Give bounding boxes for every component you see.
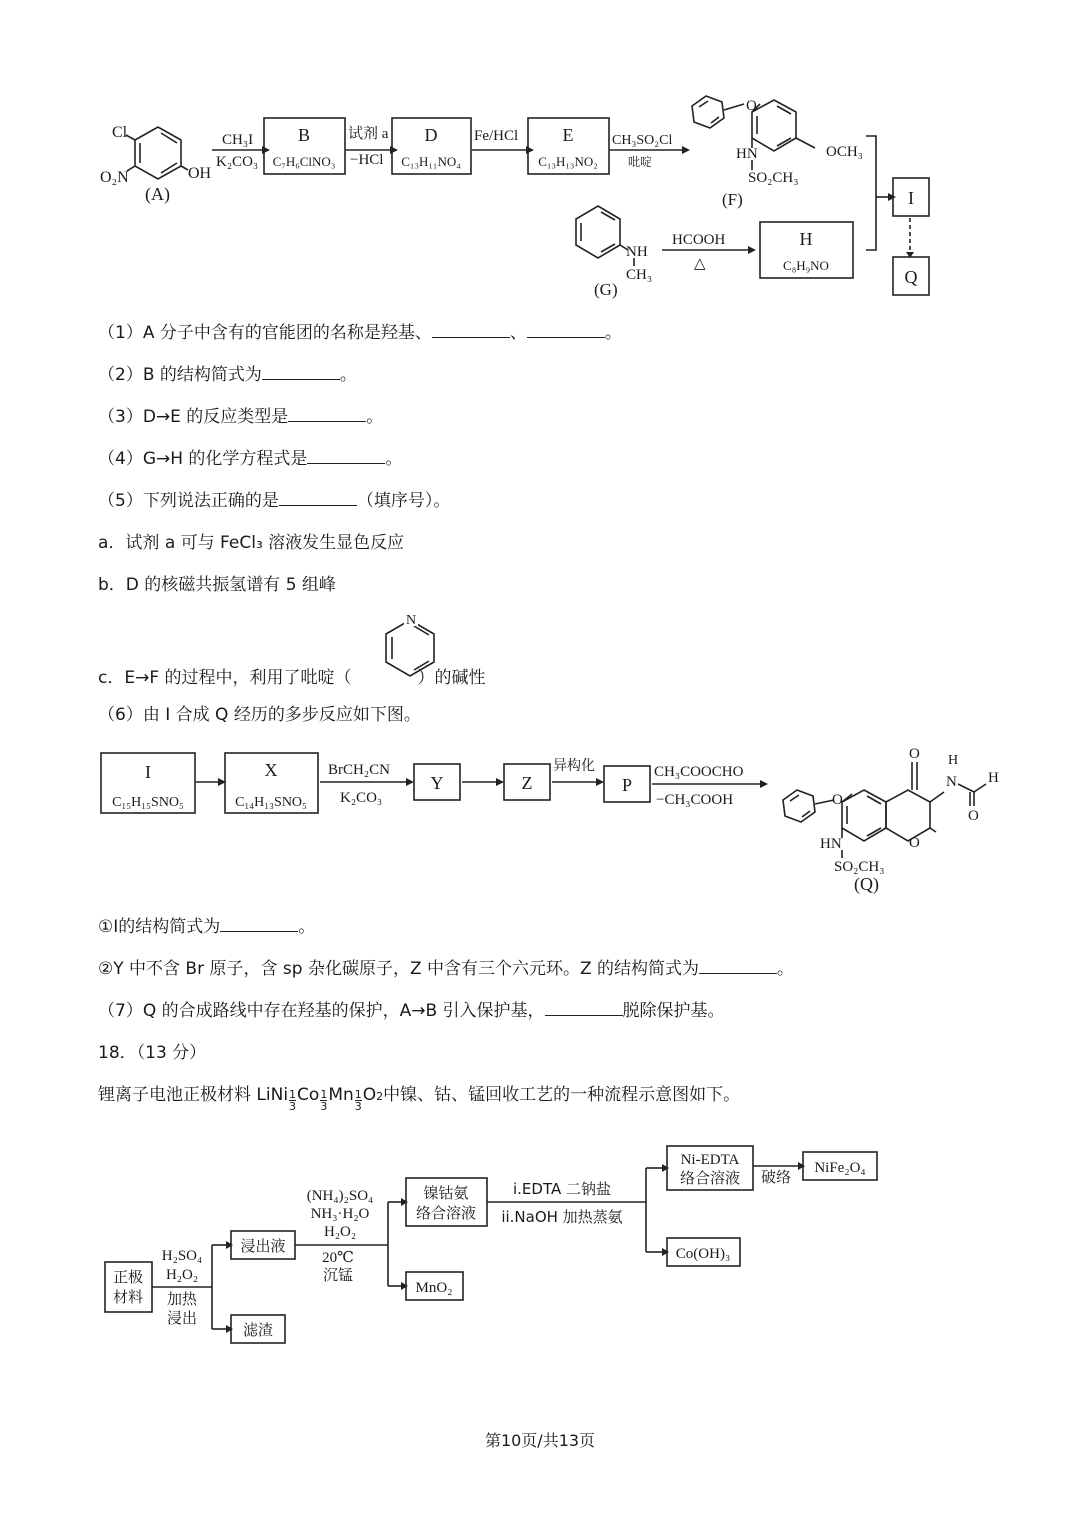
q-aldehyde-o: O [968, 808, 979, 824]
step-ef-condition: 吡啶 [628, 155, 653, 169]
s2-step-pq-reagent: CH₃COOCHO [654, 764, 744, 780]
flow-complex-line1: 镍钴氨 [423, 1184, 469, 1202]
flow-start-line1: 正极 [112, 1268, 144, 1286]
compound-d-name: D [424, 125, 438, 145]
question-6-1: ①I的结构简式为 。 [98, 917, 316, 937]
flow-step3-condition: ii.NaOH 加热蒸氨 [501, 1208, 623, 1226]
q-ketone-o: O [909, 746, 920, 762]
question-5-option-c: c．E→F 的过程中，利用了吡啶（ ）的碱性 [98, 668, 486, 688]
flow-break-label: 破络 [760, 1168, 792, 1186]
question-2: （2）B 的结构简式为 。 [98, 365, 357, 385]
q-ring-o: O [909, 835, 920, 851]
flow-step1-reagent1: H₂SO₄ [161, 1248, 203, 1264]
flow-niedta-line2: 络合溶液 [679, 1169, 741, 1187]
question-5: （5）下列说法正确的是 （填序号）。 [98, 491, 451, 511]
g-ch3-label: CH₃ [626, 267, 653, 283]
compound-e-formula: C₁₃H₁₃NO₂ [538, 154, 598, 169]
flow-step2-reagent2: NH₃·H₂O [310, 1206, 370, 1222]
q-h-label: H [988, 770, 999, 786]
f-so2ch3-label: SO₂CH₃ [748, 170, 799, 186]
compound-h-formula: C₈H₉NO [783, 258, 829, 273]
s2-step-xy-reagent: BrCH₂CN [328, 762, 390, 778]
a-oh-label: OH [188, 165, 212, 182]
flow-step1-reagent2: H₂O₂ [165, 1267, 199, 1283]
answer-blank[interactable] [220, 917, 298, 932]
step-bd-condition: −HCl [350, 152, 384, 168]
compound-q-label: (Q) [854, 874, 879, 894]
step-gh-condition: △ [694, 256, 706, 272]
fraction-mn: $\frac{1}{3}$ [354, 1088, 362, 1113]
flow-leach-box: 浸出液 [240, 1237, 286, 1255]
flow-cooh3-box: Co(OH)₃ [675, 1246, 731, 1262]
step-ab-reagent: CH₃I [222, 132, 254, 148]
flow-complex-line2: 络合溶液 [415, 1204, 477, 1222]
question-6-2: ②Y 中不含 Br 原子，含 sp 杂化碳原子，Z 中含有三个六元环。Z 的结构简式为 。 [98, 959, 795, 979]
step-ab-condition: K₂CO₃ [216, 154, 259, 170]
pyridine-structure [378, 606, 442, 690]
question-7: （7）Q 的合成路线中存在羟基的保护，A→B 引入保护基， 脱除保护基。 [98, 1001, 725, 1021]
f-hn-label: HN [736, 146, 758, 162]
question-18-heading: 18．（13 分） [98, 1043, 207, 1063]
compound-f-label: (F) [722, 190, 743, 209]
q-hn-label: HN [820, 836, 842, 852]
flow-start-line2: 材料 [112, 1288, 144, 1306]
s2-i-formula: C₁₅H₁₅SNO₅ [112, 795, 184, 810]
compound-d-formula: C₁₃H₁₁NO₄ [401, 154, 461, 169]
flow-step2-reagent1: (NH₄)₂SO₄ [306, 1188, 374, 1204]
compound-q-name: Q [904, 267, 918, 287]
s2-x-formula: C₁₄H₁₃SNO₅ [235, 795, 307, 810]
s2-p-name: P [621, 775, 633, 795]
flow-residue-box: 滤渣 [242, 1321, 274, 1339]
s2-x-name: X [264, 760, 278, 780]
compound-i-name: I [908, 188, 914, 208]
question-1: （1）A 分子中含有的官能团的名称是羟基、 、 。 [98, 323, 622, 343]
flow-step2-reagent3: H₂O₂ [323, 1224, 357, 1240]
compound-e-name: E [562, 125, 574, 145]
question-5-option-a: a．试剂 a 可与 FeCl₃ 溶液发生显色反应 [98, 533, 405, 553]
recycling-flow-diagram [0, 1130, 1080, 1360]
compound-b-name: B [297, 125, 311, 145]
flow-step2-condition2: 沉锰 [322, 1266, 354, 1284]
flow-step3-reagent: i.EDTA 二钠盐 [513, 1180, 611, 1198]
synthesis-scheme-2 [0, 730, 1080, 900]
page-number: 第10页/共13页 [484, 1431, 596, 1450]
f-och3-label: OCH₃ [826, 144, 863, 160]
question-5-option-b: b．D 的核磁共振氢谱有 5 组峰 [98, 575, 336, 595]
flow-step1-condition2: 浸出 [166, 1309, 198, 1327]
question-3: （3）D→E 的反应类型是 。 [98, 407, 384, 427]
answer-blank[interactable] [307, 449, 385, 464]
answer-blank[interactable] [545, 1001, 623, 1016]
s2-step-xy-condition: K₂CO₃ [340, 790, 383, 806]
answer-blank[interactable] [527, 323, 605, 338]
flow-nife2o4-box: NiFe₂O₄ [814, 1160, 866, 1176]
a-cl-label: Cl [112, 124, 128, 141]
s2-step-zp-condition: 异构化 [553, 758, 595, 774]
synthesis-scheme-1 [0, 0, 1080, 310]
f-o-label: O [746, 98, 757, 114]
compound-h-name: H [799, 229, 813, 249]
fraction-ni: $\frac{1}{3}$ [289, 1088, 297, 1113]
answer-blank[interactable] [699, 959, 777, 974]
step-de-reagent: Fe/HCl [474, 128, 519, 144]
a-no2-label: O₂N [100, 169, 129, 186]
step-bd-reagent: 试剂 a [348, 126, 389, 142]
q-n-label: N [946, 774, 957, 790]
s2-i-name: I [145, 762, 151, 782]
question-6: （6）由 I 合成 Q 经历的多步反应如下图。 [98, 705, 421, 725]
flow-step2-condition1: 20℃ [322, 1250, 354, 1266]
pyridine-n-label: N [405, 613, 417, 628]
g-nh-label: NH [626, 244, 648, 260]
q-so2ch3-label: SO₂CH₃ [834, 859, 885, 875]
s2-step-pq-condition: −CH₃COOH [656, 792, 734, 808]
question-4: （4）G→H 的化学方程式是 。 [98, 449, 403, 469]
flow-mno2-box: MnO₂ [415, 1280, 453, 1296]
answer-blank[interactable] [288, 407, 366, 422]
question-18-intro: 锂离子电池正极材料 LiNi $\frac{1}{3}$ Co $\frac{1}{3}$ Mn $\frac{1}{3}$ O2中镍、钴、锰回收工艺的一种流程示意图如下。 [98, 1085, 741, 1113]
step-gh-reagent: HCOOH [672, 232, 726, 248]
q-nh-h: H [948, 753, 959, 768]
s2-z-name: Z [521, 773, 533, 793]
answer-blank[interactable] [279, 491, 357, 506]
q-ether-o: O [832, 792, 843, 808]
flow-step1-condition1: 加热 [166, 1290, 198, 1308]
fraction-co: $\frac{1}{3}$ [320, 1088, 328, 1113]
step-ef-reagent: CH₃SO₂Cl [612, 133, 673, 148]
compound-b-formula: C₇H₆ClNO₃ [272, 154, 336, 169]
answer-blank[interactable] [432, 323, 510, 338]
flow-niedta-line1: Ni-EDTA [680, 1152, 740, 1168]
compound-a-label: (A) [145, 184, 170, 204]
compound-g-label: (G) [594, 280, 618, 299]
s2-y-name: Y [430, 773, 444, 793]
answer-blank[interactable] [262, 365, 340, 380]
